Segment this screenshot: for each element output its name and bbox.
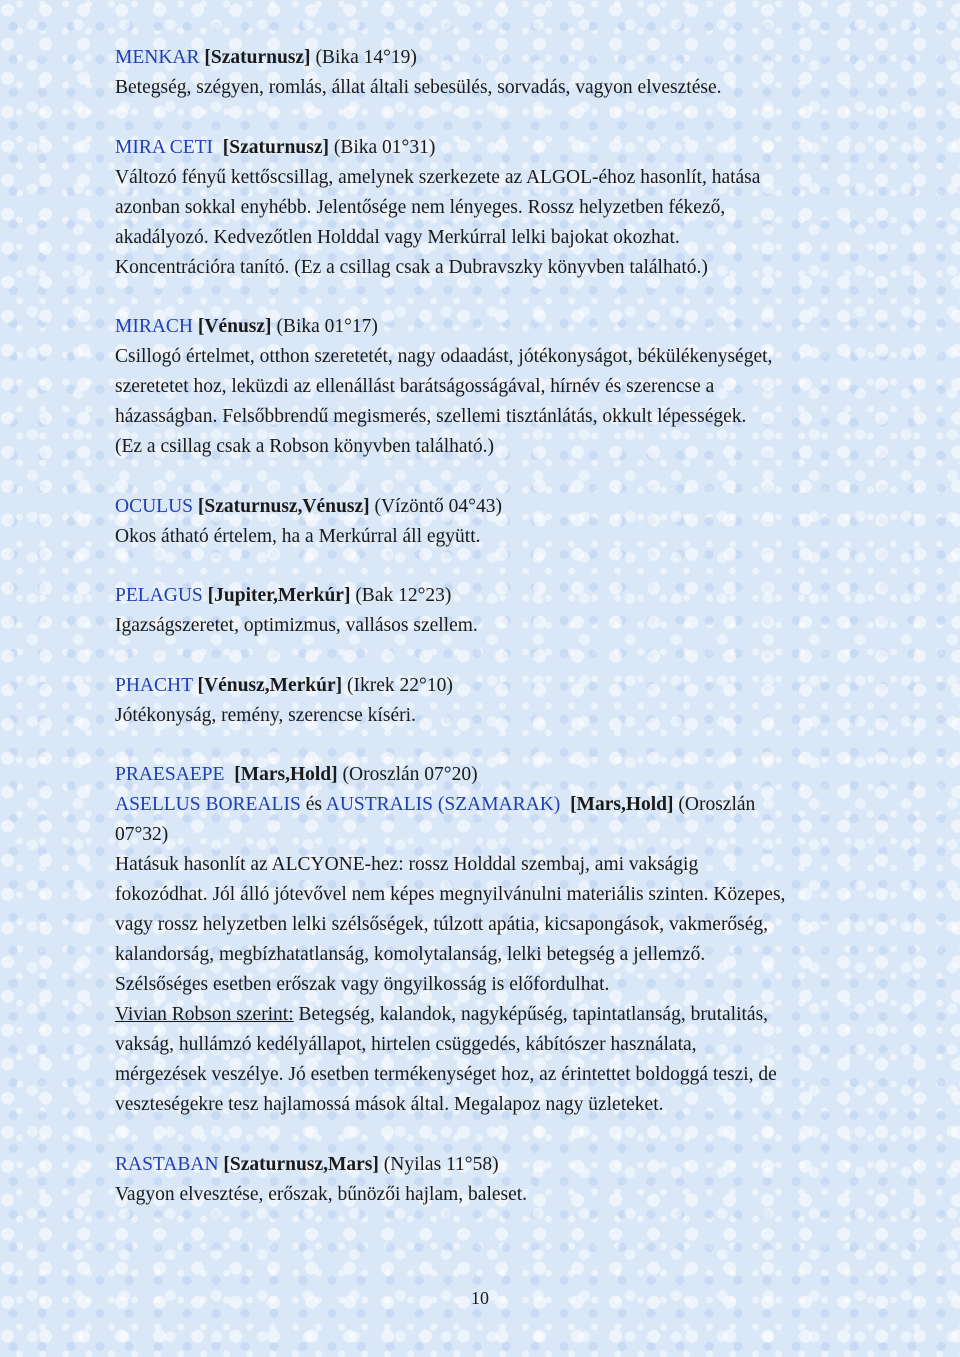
page-number: 10 bbox=[471, 1288, 489, 1308]
star-entry-rastaban bbox=[115, 1150, 915, 1210]
star-planets: [Mars,Hold] bbox=[570, 794, 674, 815]
star-position: (Oroszlán bbox=[678, 794, 756, 815]
star-description-line: mérgezések veszélye. Jó esetben termékenységet hoz, az érintettet boldoggá teszi, de bbox=[115, 1064, 777, 1085]
star-description-line: Jótékonyság, remény, szerencse kíséri. bbox=[115, 704, 416, 726]
star-description-line: Csillogó értelmet, otthon szeretetét, nagy odaadást, jótékonyságot, békülékenységet, bbox=[115, 346, 773, 367]
star-description-line: Igazságszeretet, optimizmus, vallásos szellem. bbox=[115, 615, 478, 636]
star-position: (Vízöntő 04°43) bbox=[374, 495, 502, 517]
star-description-line: veszteségekre tesz hajlamossá mások által. Megalapoz nagy üzleteket. bbox=[115, 1094, 664, 1115]
star-heading bbox=[115, 43, 915, 73]
star-name-australis: AUSTRALIS (SZAMARAK) bbox=[325, 794, 561, 815]
star-planets: [Mars,Hold] bbox=[234, 764, 338, 785]
star-planets: [Szaturnusz,Vénusz] bbox=[197, 495, 370, 517]
star-description-line: Okos átható értelem, ha a Merkúrral áll együtt. bbox=[115, 525, 481, 547]
star-planets: [Vénusz] bbox=[197, 316, 272, 337]
star-heading bbox=[115, 312, 915, 342]
star-position: (Bika 01°17) bbox=[276, 316, 378, 337]
star-description-line: azonban sokkal enyhébb. Jelentősége nem lényeges. Rossz helyzetben fékező, bbox=[115, 196, 726, 218]
star-description-line: akadályozó. Kedvezőtlen Holddal vagy Merkúrral lelki bajokat okozhat. bbox=[115, 226, 680, 248]
star-heading bbox=[115, 671, 915, 701]
robson-text: Betegség, kalandok, nagyképűség, tapintatlanság, brutalitás, bbox=[293, 1004, 769, 1025]
star-name: PELAGUS bbox=[115, 585, 203, 606]
star-description-line: Vagyon elvesztése, erőszak, bűnözői hajlam, baleset. bbox=[115, 1183, 528, 1205]
star-name: RASTABAN bbox=[115, 1153, 219, 1175]
star-planets: [Vénusz,Merkúr] bbox=[197, 674, 343, 696]
star-planets: [Jupiter,Merkúr] bbox=[207, 585, 351, 606]
star-planets: [Szaturnusz,Mars] bbox=[223, 1153, 379, 1175]
star-description-line: kalandorság, megbízhatatlanság, komolytalanság, lelki betegség a jellemző. bbox=[115, 944, 706, 965]
star-description-line: vagy rossz helyzetben lelki szélsőségek, túlzott apátia, kicsapongások, vakmerőség, bbox=[115, 914, 769, 935]
star-heading bbox=[115, 133, 915, 163]
star-name: MIRA CETI bbox=[115, 136, 214, 158]
star-heading bbox=[115, 581, 915, 611]
document-page bbox=[115, 43, 915, 1239]
star-description-line: Változó fényű kettőscsillag, amelynek szerkezete az ALGOL-éhoz hasonlít, hatása bbox=[115, 166, 761, 188]
star-entry-phacht bbox=[115, 671, 915, 731]
star-description-line: Szélsőséges esetben erőszak vagy öngyilkosság is előfordulhat. bbox=[115, 974, 610, 995]
star-position: (Bika 14°19) bbox=[315, 47, 417, 68]
star-entry-oculus bbox=[115, 492, 915, 552]
star-name: PRAESAEPE bbox=[115, 764, 225, 785]
star-position-continued: 07°32) bbox=[115, 824, 169, 845]
star-name-asellus-borealis: ASELLUS BOREALIS bbox=[115, 794, 301, 815]
star-description-line: Koncentrációra tanító. (Ez a csillag csak a Dubravszky könyvben található.) bbox=[115, 256, 708, 278]
star-entry-pelagus bbox=[115, 581, 915, 641]
star-description-line: házasságban. Felsőbbrendű megismerés, szellemi tisztánlátás, okkult lépességek. bbox=[115, 406, 747, 427]
star-name: MIRACH bbox=[115, 316, 194, 337]
star-description-line: vakság, hullámzó kedélyállapot, hirtelen csüggedés, kábítószer használata, bbox=[115, 1034, 697, 1055]
star-heading bbox=[115, 760, 915, 790]
conjunction-word: és bbox=[305, 794, 322, 815]
star-entry-praesaepe bbox=[115, 760, 915, 1120]
robson-label: Vivian Robson szerint: bbox=[115, 1004, 294, 1025]
star-name: OCULUS bbox=[115, 495, 194, 517]
star-description-line: Hatásuk hasonlít az ALCYONE-hez: rossz Holddal szembaj, ami vakságig bbox=[115, 854, 699, 875]
star-heading-secondary bbox=[115, 790, 915, 820]
star-position: (Bak 12°23) bbox=[355, 585, 452, 606]
star-description-line: Betegség, szégyen, romlás, állat általi sebesülés, sorvadás, vagyon elvesztése. bbox=[115, 77, 722, 98]
star-entry-mira-ceti bbox=[115, 133, 915, 283]
star-position: (Nyilas 11°58) bbox=[383, 1153, 499, 1175]
star-entry-menkar bbox=[115, 43, 915, 103]
star-description-line: (Ez a csillag csak a Robson könyvben található.) bbox=[115, 436, 495, 457]
star-planets: [Szaturnusz] bbox=[222, 136, 329, 158]
star-heading bbox=[115, 1150, 915, 1180]
star-name: PHACHT bbox=[115, 674, 193, 696]
star-position: (Bika 01°31) bbox=[333, 136, 436, 158]
star-position: (Oroszlán 07°20) bbox=[342, 764, 478, 785]
star-name: MENKAR bbox=[115, 47, 200, 68]
robson-quote-line bbox=[115, 1000, 915, 1030]
star-position: (Ikrek 22°10) bbox=[347, 674, 453, 696]
star-description-line: szeretetet hoz, leküzdi az ellenállást barátságosságával, hírnév és szerencse a bbox=[115, 376, 715, 397]
star-heading bbox=[115, 492, 915, 522]
star-entry-mirach bbox=[115, 312, 915, 462]
star-planets: [Szaturnusz] bbox=[204, 47, 311, 68]
star-description-line: fokozódhat. Jól álló jótevővel nem képes megnyilvánulni materiális szinten. Közepes, bbox=[115, 884, 786, 905]
